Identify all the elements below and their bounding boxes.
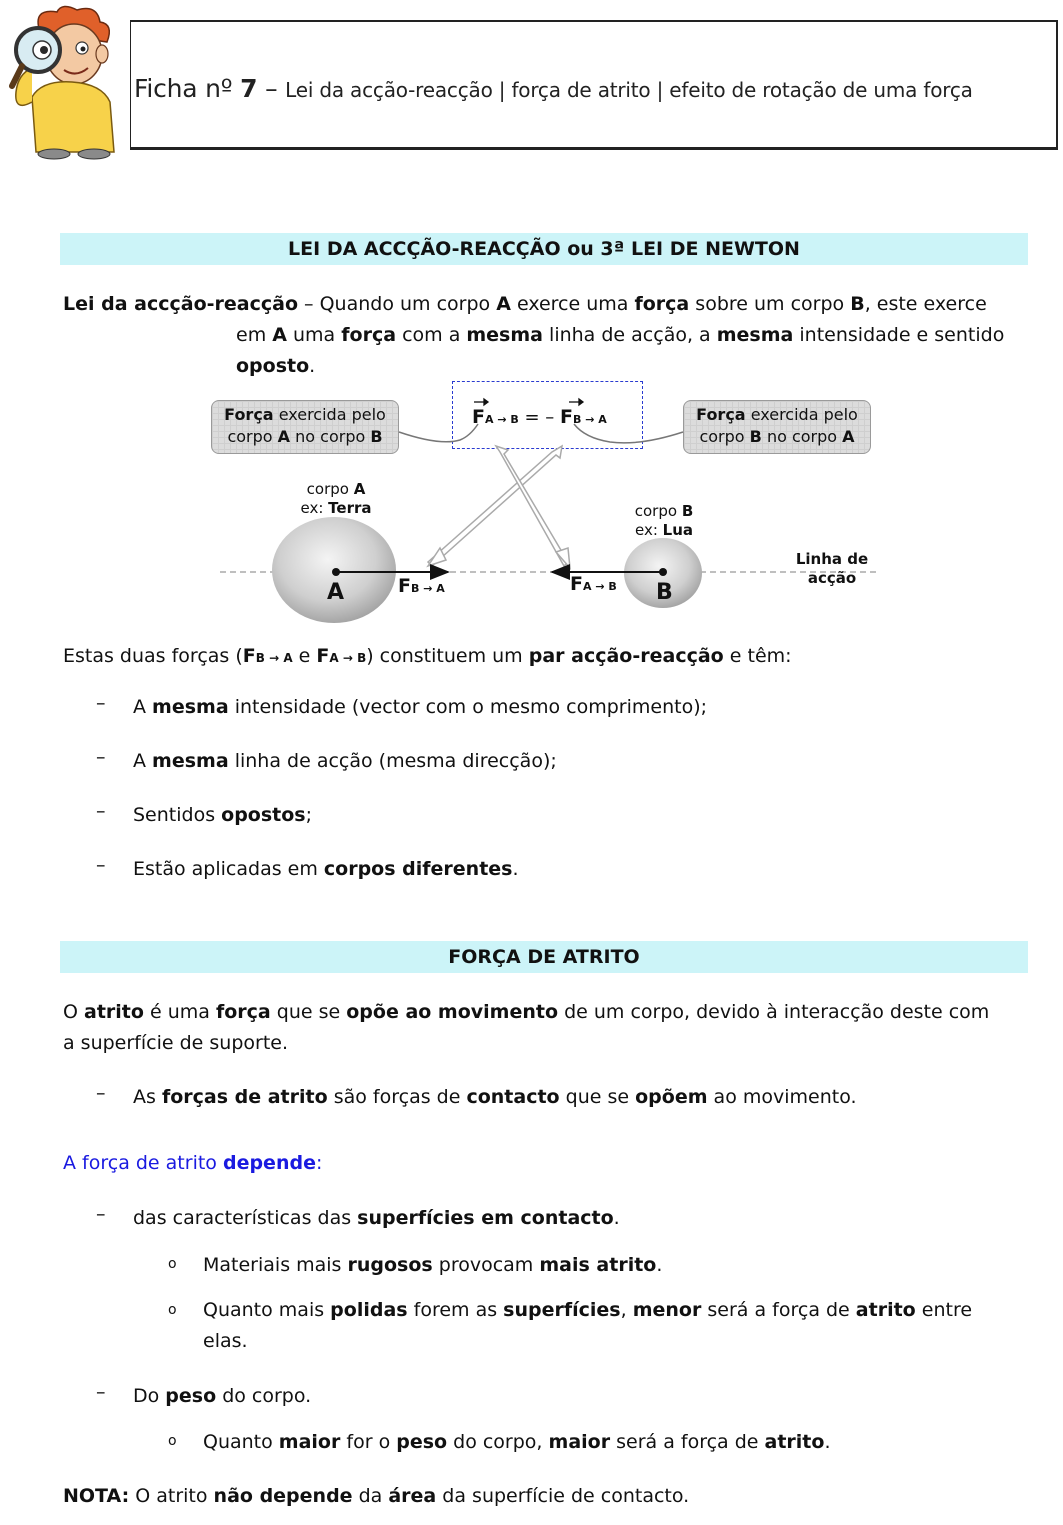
circle-bullet: o (168, 1256, 177, 1272)
depends-surfaces: das características das superfícies em contacto. (133, 1207, 620, 1229)
depends-heading: A força de atrito depende: (63, 1152, 323, 1174)
dash-bullet: – (96, 692, 106, 714)
pair-item-2: A mesma linha de acção (mesma direcção); (133, 750, 557, 772)
polished-surfaces-line-1: Quanto mais polidas forem as superfícies, menor será a força de atrito entre (203, 1299, 973, 1321)
interaction-diagram (0, 0, 1063, 640)
body-a-label: corpo A ex: Terra (300, 480, 372, 517)
pair-item-1: A mesma intensidade (vector com o mesmo comprimento); (133, 696, 708, 718)
law-line-3: oposto. (236, 355, 316, 377)
pair-intro: Estas duas forças (FB → A e FA → B) constituem um par acção-reacção e têm: (63, 645, 792, 667)
dash-bullet: – (96, 746, 106, 768)
weight-item: Quanto maior for o peso do corpo, maior será a força de atrito. (203, 1431, 831, 1453)
circle-bullet: o (168, 1433, 177, 1449)
depends-weight: Do peso do corpo. (133, 1385, 312, 1407)
polished-surfaces-line-2: elas. (203, 1330, 248, 1352)
friction-intro-line-1: O atrito é uma força que se opõe ao movimento de um corpo, devido à interacção deste com (63, 1001, 990, 1023)
body-b-label: corpo B ex: Lua (634, 502, 694, 539)
dash-bullet: – (96, 800, 106, 822)
pair-item-4: Estão aplicadas em corpos diferentes. (133, 858, 519, 880)
law-line-2: em A uma força com a mesma linha de acção, a mesma intensidade e sentido (236, 324, 1005, 346)
section-title-friction: FORÇA DE ATRITO (60, 941, 1028, 973)
formula-action-reaction: FA → B = – FB → A (472, 406, 607, 428)
friction-intro-line-2: a superfície de suporte. (63, 1032, 289, 1054)
rough-materials-item: Materiais mais rugosos provocam mais atrito. (203, 1254, 663, 1276)
body-b-letter: B (656, 580, 673, 605)
dash-bullet: – (96, 1381, 106, 1403)
callout-force-a-on-b: Força exercida pelo corpo A no corpo B (211, 400, 399, 454)
note: NOTA: O atrito não depende da área da superfície de contacto. (63, 1485, 690, 1507)
force-label-a-on-b: FA → B (570, 573, 617, 595)
contact-forces-item: As forças de atrito são forças de contacto que se opõem ao movimento. (133, 1086, 857, 1108)
line-of-action-label: Linha de acção (795, 550, 869, 587)
force-label-b-on-a: FB → A (398, 575, 445, 597)
connector-right (574, 424, 683, 443)
law-line-1: Lei da accção-reacção – Quando um corpo A exerce uma força sobre um corpo B, este exerce (63, 293, 987, 315)
callout-force-b-on-a: Força exercida pelo corpo B no corpo A (683, 400, 871, 454)
circle-bullet: o (168, 1302, 177, 1318)
body-a-letter: A (327, 580, 345, 605)
vector-arrow-icon (474, 399, 583, 405)
worksheet-title: Ficha nº 7 – Lei da acção-reacção | força de atrito | efeito de rotação de uma força (134, 74, 973, 103)
pointer-arrows (428, 446, 570, 568)
dash-bullet: – (96, 1082, 106, 1104)
connector-left (399, 424, 478, 442)
dash-bullet: – (96, 854, 106, 876)
pair-item-3: Sentidos opostos; (133, 804, 313, 826)
dash-bullet: – (96, 1203, 106, 1225)
section-title-newton: LEI DA ACCÇÃO-REACÇÃO ou 3ª LEI DE NEWTON (60, 233, 1028, 265)
